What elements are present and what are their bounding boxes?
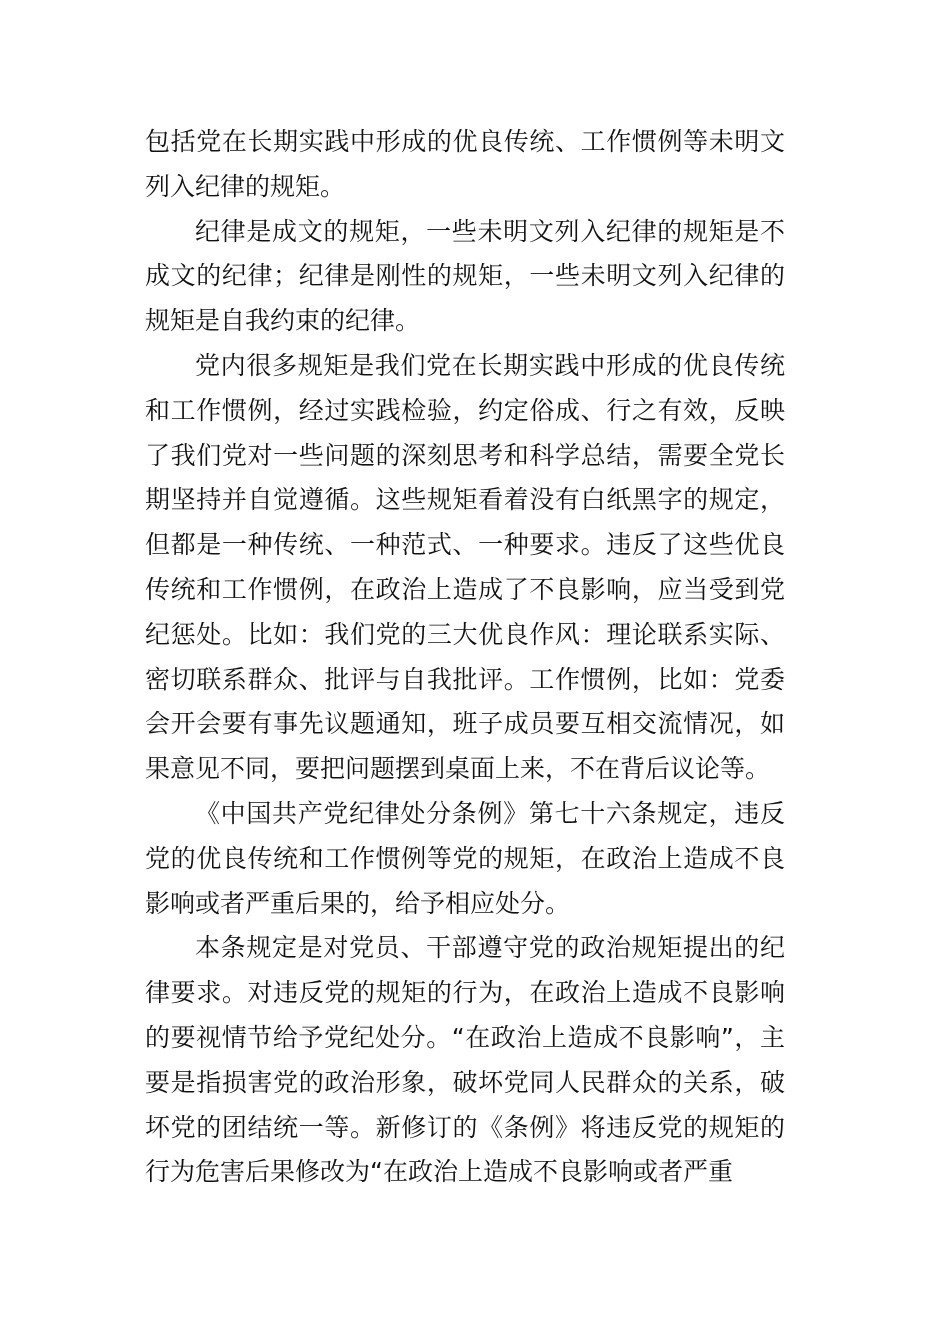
- paragraph-5: 本条规定是对党员、干部遵守党的政治规矩提出的纪律要求。对违反党的规矩的行为，在政治上造成不良影响的要视情节给予党纪处分。“在政治上造成不良影响”，主要是指损害党的政治形象，破坏党同人民群众的关系，破坏党的团结统一等。新修订的《条例》将违反党的规矩的行为危害后果修改为“在政治上造成不良影响或者严重: [145, 933, 785, 1187]
- paragraph-2: 纪律是成文的规矩，一些未明文列入纪律的规矩是不成文的纪律；纪律是刚性的规矩，一些未明文列入纪律的规矩是自我约束的纪律。: [145, 216, 785, 336]
- document-page: [145, 120, 785, 1195]
- paragraph-1: 包括党在长期实践中形成的优良传统、工作惯例等未明文列入纪律的规矩。: [145, 127, 785, 201]
- paragraph-3: 党内很多规矩是我们党在长期实践中形成的优良传统和工作惯例，经过实践检验，约定俗成、行之有效，反映了我们党对一些问题的深刻思考和科学总结，需要全党长期坚持并自觉遵循。这些规矩看着没有白纸黑字的规定，但都是一种传统、一种范式、一种要求。违反了这些优良传统和工作惯例，在政治上造成了不良影响，应当受到党纪惩处。比如：我们党的三大优良作风：理论联系实际、密切联系群众、批评与自我批评。工作惯例，比如：党委会开会要有事先议题通知，班子成员要互相交流情况，如果意见不同，要把问题摆到桌面上来，不在背后议论等。: [145, 350, 785, 784]
- paragraph-4: 《中国共产党纪律处分条例》第七十六条规定，违反党的优良传统和工作惯例等党的规矩，在政治上造成不良影响或者严重后果的，给予相应处分。: [145, 798, 785, 918]
